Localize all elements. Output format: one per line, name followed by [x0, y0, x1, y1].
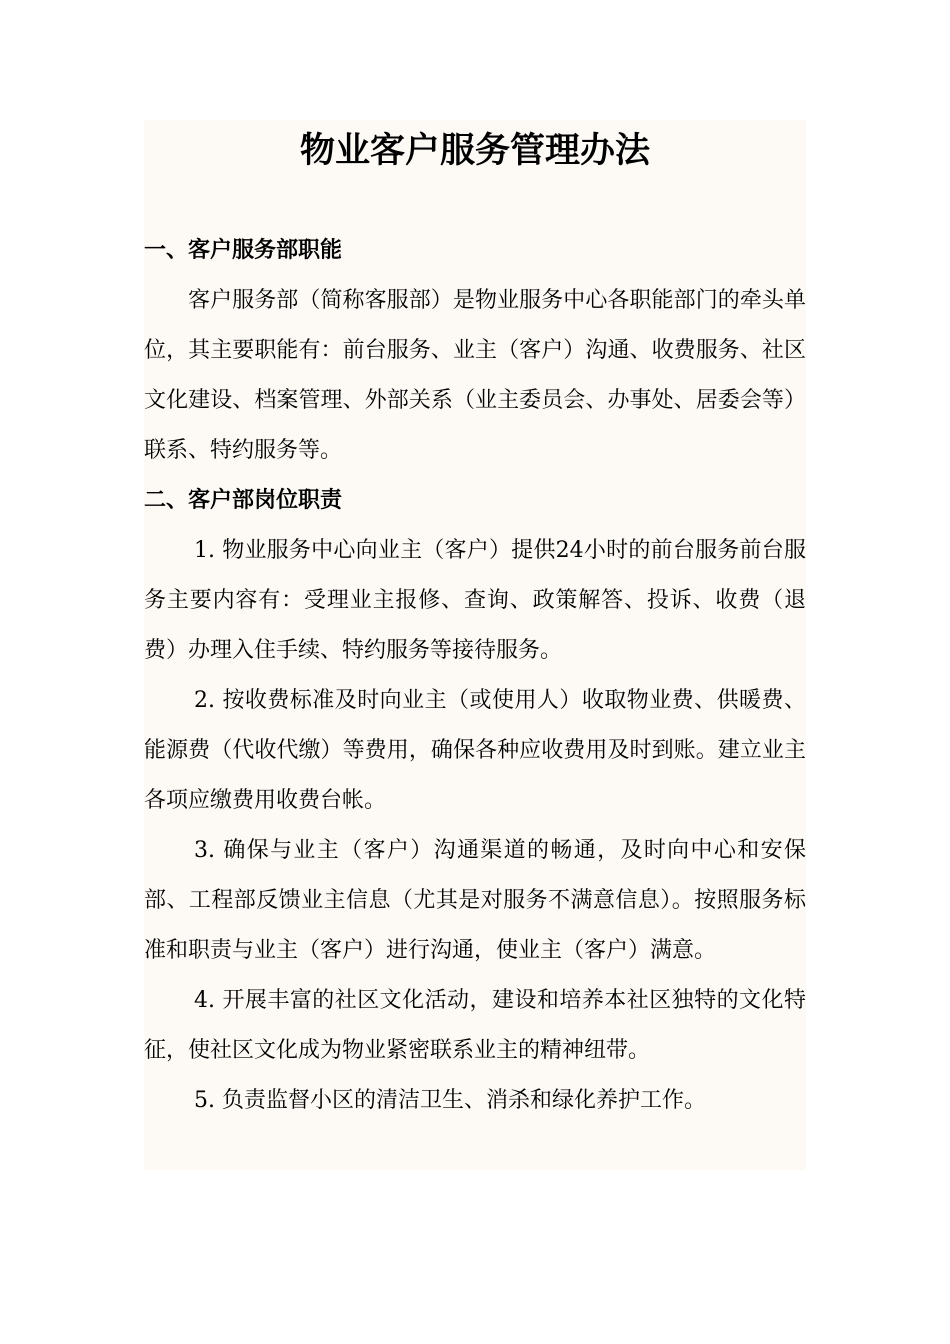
section-heading: 二、客户部岗位职责: [144, 488, 343, 513]
document-body: [144, 226, 806, 1126]
document-title: 物业客户服务管理办法: [299, 131, 650, 171]
paragraph: 4. 开展丰富的社区文化活动，建设和培养本社区独特的文化特征，使社区文化成为物业紧密联系业主的精神纽带。: [144, 988, 806, 1063]
paragraph: 2. 按收费标准及时向业主（或使用人）收取物业费、供暖费、能源费（代收代缴）等费用，确保各种应收费用及时到账。建立业主各项应缴费用收费台帐。: [144, 688, 806, 813]
paragraph: 5. 负责监督小区的清洁卫生、消杀和绿化养护工作。: [194, 1088, 706, 1113]
section-heading: 一、客户服务部职能: [144, 238, 343, 263]
paragraph: 1. 物业服务中心向业主（客户）提供24小时的前台服务前台服务主要内容有：受理业主报修、查询、政策解答、投诉、收费（退费）办理入住手续、特约服务等接待服务。: [144, 538, 806, 663]
section-responsibilities: [144, 476, 806, 1126]
paragraph: 客户服务部（简称客服部）是物业服务中心各职能部门的牵头单位，其主要职能有：前台服务、业主（客户）沟通、收费服务、社区文化建设、档案管理、外部关系（业主委员会、办事处、居委会等）联系、特约服务等。: [144, 288, 806, 463]
section-functions: [144, 226, 806, 476]
paragraph: 3. 确保与业主（客户）沟通渠道的畅通，及时向中心和安保部、工程部反馈业主信息（尤其是对服务不满意信息）。按照服务标准和职责与业主（客户）进行沟通，使业主（客户）满意。: [144, 838, 806, 963]
